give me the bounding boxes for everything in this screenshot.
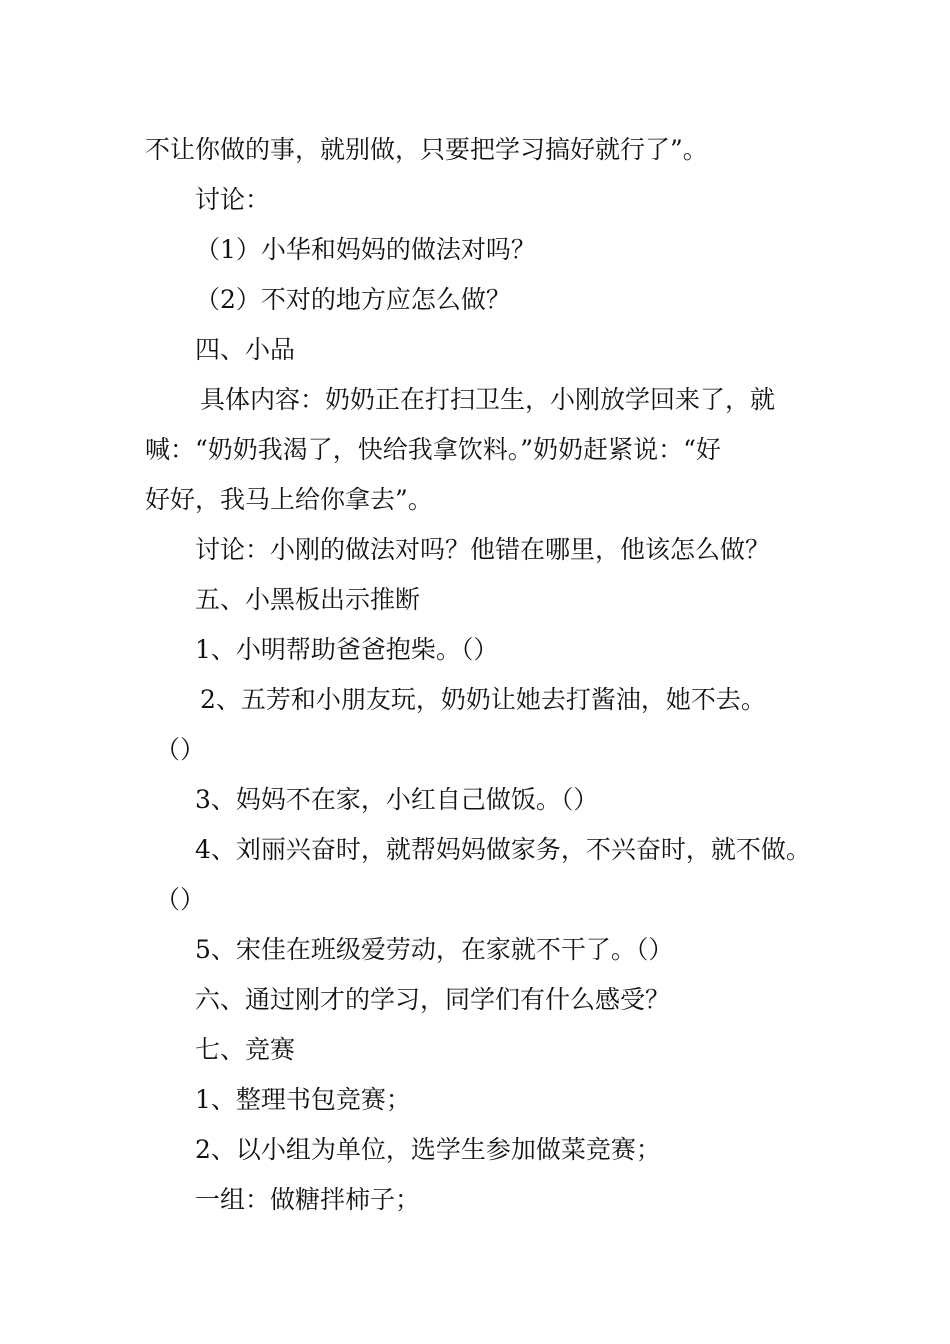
judgment-item-1: 1、小明帮助爸爸抱柴。（） xyxy=(195,635,499,664)
text-line-9: 讨论：小刚的做法对吗？他错在哪里，他该怎么做？ xyxy=(195,535,771,564)
contest-group-1: 一组：做糖拌柿子； xyxy=(195,1185,421,1214)
judgment-item-4-blank: （） xyxy=(155,885,206,914)
section-heading-4: 四、小品 xyxy=(195,335,296,364)
contest-item-2: 2、以小组为单位，选学生参加做菜竞赛； xyxy=(195,1135,661,1164)
judgment-item-5: 5、宋佳在班级爱劳动，在家就不干了。（） xyxy=(195,935,674,964)
judgment-item-3: 3、妈妈不在家，小红自己做饭。（） xyxy=(195,785,599,814)
text-line-4: （2）不对的地方应怎么做？ xyxy=(195,285,511,314)
text-line-8: 好好，我马上给你拿去”。 xyxy=(145,485,433,514)
judgment-item-2: 2、五芳和小朋友玩，奶奶让她去打酱油，她不去。 xyxy=(200,685,766,714)
judgment-item-2-blank: （） xyxy=(155,735,206,764)
text-line-2: 讨论： xyxy=(195,185,271,214)
text-line-6: 具体内容：奶奶正在打扫卫生，小刚放学回来了，就 xyxy=(200,385,776,414)
section-heading-5: 五、小黑板出示推断 xyxy=(195,585,421,614)
contest-item-1: 1、整理书包竞赛； xyxy=(195,1085,411,1114)
text-line-3: （1）小华和妈妈的做法对吗？ xyxy=(195,235,536,264)
section-heading-6: 六、通过刚才的学习，同学们有什么感受？ xyxy=(195,985,671,1014)
judgment-item-4: 4、刘丽兴奋时，就帮妈妈做家务，不兴奋时，就不做。 xyxy=(195,835,811,864)
text-line-7: 喊：“奶奶我渴了，快给我拿饮料。”奶奶赶紧说：“好 xyxy=(145,435,721,464)
section-heading-7: 七、竞赛 xyxy=(195,1035,296,1064)
text-line-1: 不让你做的事，就别做，只要把学习搞好就行了”。 xyxy=(145,135,708,164)
